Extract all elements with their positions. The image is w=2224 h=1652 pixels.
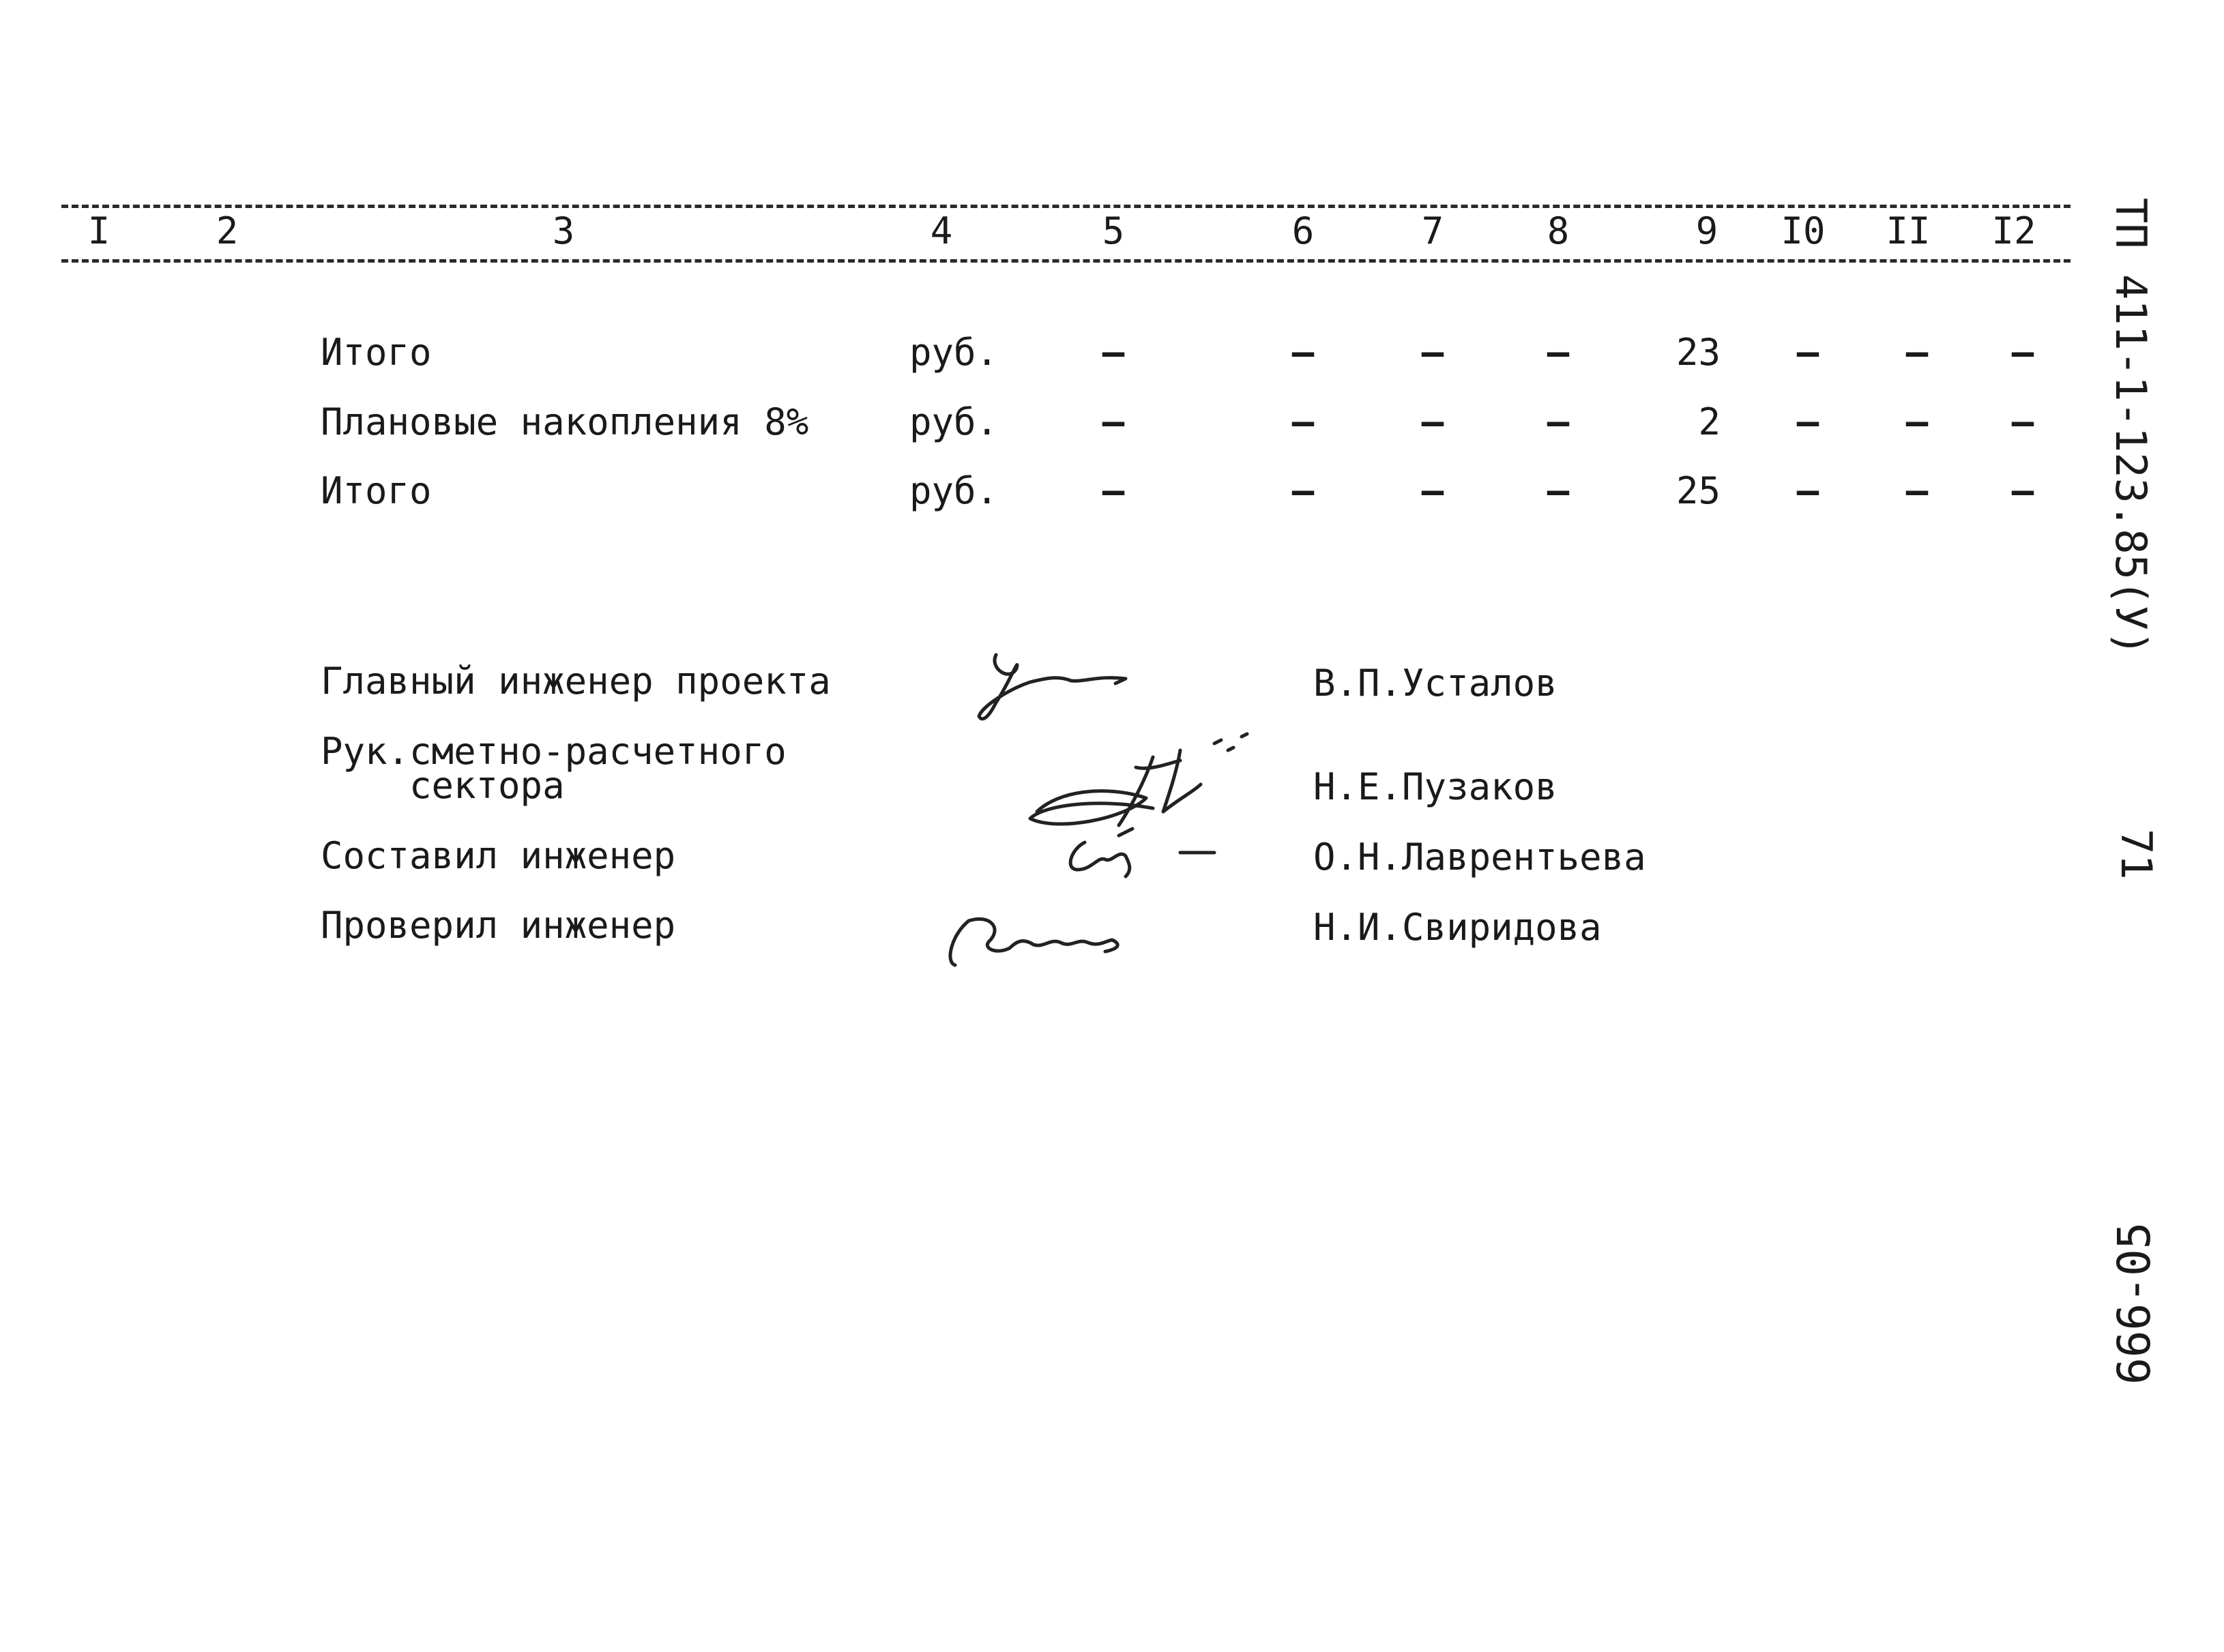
cell-col8: – [1547, 331, 1570, 374]
column-number-2: 2 [216, 209, 239, 252]
column-number-9: 9 [1695, 209, 1718, 252]
cell-col12: – [2011, 331, 2034, 374]
row-label: Итого [321, 469, 432, 512]
cell-col10: – [1796, 331, 1819, 374]
cell-col7: – [1421, 331, 1444, 374]
signature-role: Рук.сметно-расчетного [321, 730, 787, 773]
column-number-12: I2 [1991, 209, 2036, 252]
cell-col5: – [1102, 469, 1125, 512]
column-number-8: 8 [1547, 209, 1570, 252]
cell-col9: 23 [1676, 331, 1721, 374]
cell-col9: 2 [1698, 400, 1721, 443]
handwritten-signature [969, 641, 1146, 730]
header-top-rule [61, 205, 2071, 208]
cell-col6: – [1291, 400, 1315, 443]
page-number: 71 [2111, 829, 2161, 880]
row-unit: руб. [909, 331, 999, 374]
cell-col12: – [2011, 400, 2034, 443]
header-bottom-rule [61, 259, 2071, 263]
cell-col11: – [1905, 469, 1929, 512]
signatory-name: Н.И.Свиридова [1313, 906, 1602, 949]
cell-col5: – [1102, 331, 1125, 374]
cell-col12: – [2011, 469, 2034, 512]
column-number-11: II [1886, 209, 1931, 252]
row-label: Плановые накопления 8% [321, 400, 809, 443]
signatory-name: В.П.Усталов [1313, 662, 1557, 705]
cell-col7: – [1421, 469, 1444, 512]
column-number-7: 7 [1421, 209, 1444, 252]
signature-role-continued: сектора [409, 764, 565, 807]
cell-col8: – [1547, 400, 1570, 443]
column-number-1: I [87, 209, 111, 252]
signatory-name: О.Н.Лаврентьева [1313, 836, 1646, 879]
column-number-3: 3 [552, 209, 575, 252]
column-number-5: 5 [1102, 209, 1125, 252]
row-unit: руб. [909, 469, 999, 512]
cell-col11: – [1905, 400, 1929, 443]
cell-col11: – [1905, 331, 1929, 374]
cell-col8: – [1547, 469, 1570, 512]
column-number-10: I0 [1781, 209, 1826, 252]
cell-col6: – [1291, 331, 1315, 374]
signature-role: Проверил инженер [321, 904, 676, 947]
sheet-code: 666-05 [2108, 1222, 2161, 1385]
cell-col6: – [1291, 469, 1315, 512]
cell-col9: 25 [1676, 469, 1721, 512]
cell-col7: – [1421, 400, 1444, 443]
signature-role: Главный инженер проекта [321, 660, 831, 703]
cell-col10: – [1796, 469, 1819, 512]
column-number-4: 4 [930, 209, 953, 252]
signature-role: Составил инженер [321, 834, 676, 877]
doc-code: ТП 411-1-123.85(У) [2106, 198, 2156, 656]
signatory-name: Н.Е.Пузаков [1313, 765, 1557, 808]
column-number-6: 6 [1291, 209, 1315, 252]
cell-col10: – [1796, 400, 1819, 443]
cell-col5: – [1102, 400, 1125, 443]
row-label: Итого [321, 331, 432, 374]
handwritten-signature [1051, 822, 1228, 883]
row-unit: руб. [909, 400, 999, 443]
handwritten-signature [941, 900, 1146, 975]
